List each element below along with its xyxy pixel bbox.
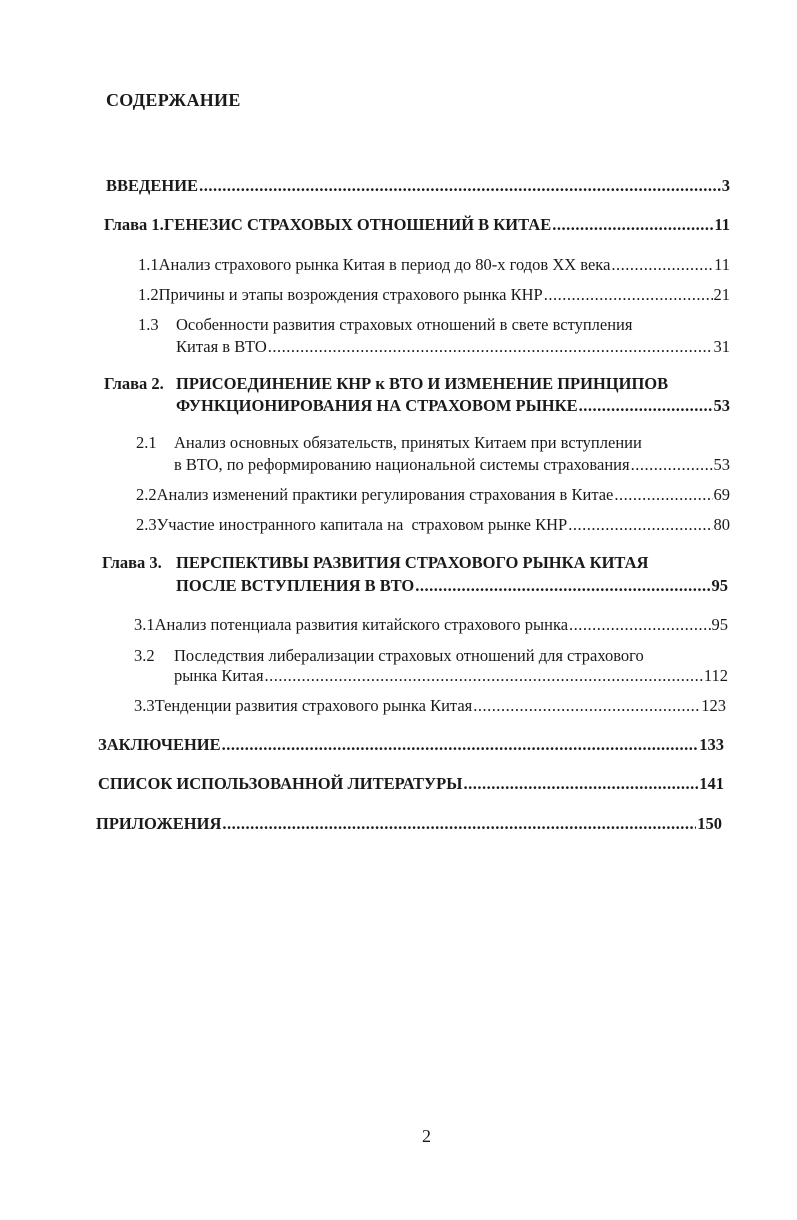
entry-label: Анализ потенциала развития китайского страхового рынка — [154, 615, 569, 634]
leader-dots — [268, 337, 713, 357]
toc-entry-3-3[interactable] — [134, 696, 726, 716]
toc-entry-3-1[interactable] — [134, 615, 728, 635]
entry-page: 11 — [714, 215, 730, 234]
toc-entry-2-1-line1[interactable] — [136, 433, 642, 453]
entry-page: 21 — [713, 285, 730, 304]
leader-dots — [222, 814, 696, 834]
leader-dots — [463, 774, 698, 794]
entry-label: СПИСОК ИСПОЛЬЗОВАННОЙ ЛИТЕРАТУРЫ — [98, 774, 463, 793]
entry-label: ПРИЛОЖЕНИЯ — [96, 814, 222, 833]
entry-label: Анализ основных обязательств, принятых Китаем при вступлении — [174, 433, 642, 452]
entry-label: Китая в ВТО — [176, 337, 267, 356]
entry-label: Анализ изменений практики регулирования страхования в Китае — [156, 485, 614, 504]
leader-dots — [569, 615, 710, 635]
leader-dots — [544, 285, 713, 305]
chapter-number: Глава 2. — [104, 374, 164, 393]
section-number: 2.3 — [136, 515, 157, 534]
toc-entry-3-2-line2[interactable] — [174, 666, 728, 686]
entry-page: 53 — [713, 455, 730, 474]
chapter-number: Глава 3. — [102, 553, 162, 572]
leader-dots — [631, 455, 713, 475]
entry-label: Особенности развития страховых отношений в свете вступления — [176, 315, 633, 334]
toc-entry-chapter-1[interactable] — [104, 215, 730, 235]
entry-label: ЗАКЛЮЧЕНИЕ — [98, 735, 221, 754]
entry-label: Анализ страхового рынка Китая в период до 80-х годов XX века — [158, 255, 611, 274]
entry-page: 133 — [699, 735, 724, 754]
entry-page: 11 — [714, 255, 730, 274]
entry-label: Последствия либерализации страховых отношений для страхового — [174, 646, 644, 665]
toc-entry-conclusion[interactable] — [98, 735, 724, 755]
toc-title: СОДЕРЖАНИЕ — [106, 90, 241, 110]
entry-label: Причины и этапы возрождения страхового рынка КНР — [158, 285, 543, 304]
entry-page: 95 — [711, 576, 728, 595]
entry-page: 123 — [701, 696, 726, 715]
toc-entry-chapter-3-line1[interactable] — [102, 553, 648, 573]
entry-label: Тенденции развития страхового рынка Китая — [154, 696, 473, 715]
toc-entry-appendices[interactable] — [96, 814, 722, 834]
toc-entry-3-2-line1[interactable] — [134, 646, 644, 666]
toc-entry-chapter-3-line2[interactable] — [176, 576, 728, 596]
entry-label: ПЕРСПЕКТИВЫ РАЗВИТИЯ СТРАХОВОГО РЫНКА КИТАЯ — [176, 553, 649, 572]
entry-label: в ВТО, по реформированию национальной системы страхования — [174, 455, 630, 474]
entry-page: 31 — [713, 337, 730, 356]
toc-entry-2-1-line2[interactable] — [174, 455, 730, 475]
section-number: 3.2 — [134, 646, 155, 665]
leader-dots — [415, 576, 710, 596]
section-number: 2.2 — [136, 485, 157, 504]
entry-page: 3 — [721, 176, 730, 195]
section-number: 1.1 — [138, 255, 159, 274]
leader-dots — [222, 735, 699, 755]
entry-page: 69 — [713, 485, 730, 504]
leader-dots — [473, 696, 700, 716]
toc-entry-1-3-line2[interactable] — [176, 337, 730, 357]
leader-dots — [614, 485, 712, 505]
entry-page: 80 — [713, 515, 730, 534]
entry-page: 53 — [713, 396, 730, 415]
toc-entry-intro[interactable] — [106, 176, 730, 196]
entry-label: ФУНКЦИОНИРОВАНИЯ НА СТРАХОВОМ РЫНКЕ — [176, 396, 578, 415]
leader-dots — [199, 176, 721, 196]
section-number: 3.3 — [134, 696, 155, 715]
leader-dots — [611, 255, 713, 275]
toc-entry-1-2[interactable] — [138, 285, 730, 305]
toc-entry-1-3-line1[interactable] — [138, 315, 632, 335]
leader-dots — [579, 396, 713, 416]
section-number: 2.1 — [136, 433, 157, 452]
entry-label: ГЕНЕЗИС СТРАХОВЫХ ОТНОШЕНИЙ В КИТАЕ — [163, 215, 552, 234]
chapter-number: Глава 1. — [104, 215, 164, 234]
leader-dots — [265, 666, 703, 686]
toc-entry-2-3[interactable] — [136, 515, 730, 535]
leader-dots — [568, 515, 712, 535]
toc-entry-1-1[interactable] — [138, 255, 730, 275]
entry-page: 95 — [711, 615, 728, 634]
entry-page: 112 — [703, 666, 728, 685]
entry-label: Участие иностранного капитала на страховом рынке КНР — [156, 515, 568, 534]
section-number: 1.3 — [138, 315, 159, 334]
page-number: 2 — [422, 1126, 431, 1146]
entry-label: ПОСЛЕ ВСТУПЛЕНИЯ В ВТО — [176, 576, 415, 595]
section-number: 1.2 — [138, 285, 159, 304]
entry-page: 150 — [697, 814, 722, 833]
toc-entry-references[interactable] — [98, 774, 724, 794]
leader-dots — [552, 215, 713, 235]
entry-label: рынка Китая — [174, 666, 264, 685]
toc-entry-2-2[interactable] — [136, 485, 730, 505]
entry-label: ВВЕДЕНИЕ — [106, 176, 199, 195]
entry-label: ПРИСОЕДИНЕНИЕ КНР к ВТО И ИЗМЕНЕНИЕ ПРИНЦИПОВ — [176, 374, 669, 393]
toc-entry-chapter-2-line1[interactable] — [104, 374, 668, 394]
entry-page: 141 — [699, 774, 724, 793]
toc-entry-chapter-2-line2[interactable] — [176, 396, 730, 416]
section-number: 3.1 — [134, 615, 155, 634]
